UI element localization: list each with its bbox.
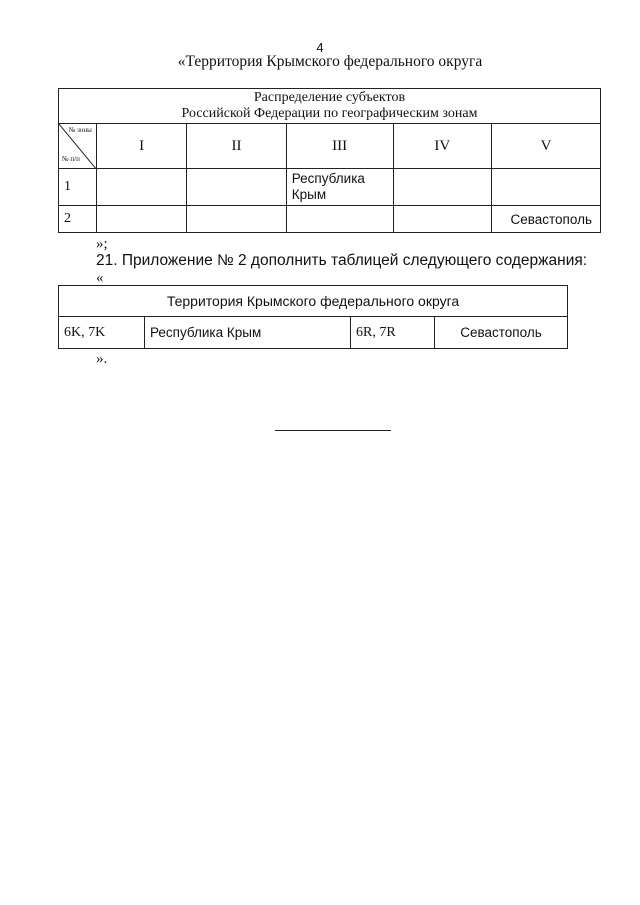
codes-table xyxy=(58,285,568,349)
zones-table-header xyxy=(59,89,601,124)
zone-numbers-row xyxy=(59,124,601,169)
page-number: 4 xyxy=(316,40,324,55)
table-cell-region: Республика Крым xyxy=(286,169,393,206)
region-cell: Севастополь xyxy=(435,317,568,349)
table-cell xyxy=(187,206,286,233)
section-title: «Территория Крымского федерального округа xyxy=(177,53,483,70)
codes-table-title: Территория Крымского федерального округа xyxy=(59,286,568,317)
zone-header-3: III xyxy=(286,124,393,169)
table-cell xyxy=(393,206,491,233)
zones-table-header-row xyxy=(59,89,601,124)
row-number: 2 xyxy=(59,206,97,233)
paragraph-21: 21. Приложение № 2 дополнить таблицей следующего содержания: xyxy=(96,252,588,269)
diagonal-corner-cell xyxy=(59,124,97,169)
closing-quote: ». xyxy=(96,351,108,367)
zone-header-1: I xyxy=(96,124,186,169)
table-row xyxy=(59,317,568,349)
closing-quote: »; xyxy=(96,236,108,252)
end-separator-line xyxy=(275,430,391,431)
table-cell-region: Севастополь xyxy=(492,206,601,233)
code-cell: 6R, 7R xyxy=(351,317,435,349)
table-row xyxy=(59,206,601,233)
region-cell: Республика Крым xyxy=(145,317,351,349)
header-line-1: Распределение субъектов xyxy=(253,90,406,105)
zones-table xyxy=(58,88,601,233)
header-line-2: Российской Федерации по географическим зонам xyxy=(181,106,478,121)
code-cell: 6K, 7K xyxy=(59,317,145,349)
table-cell xyxy=(96,206,186,233)
corner-bottom-label: № п/п xyxy=(62,155,80,163)
codes-table-title-row xyxy=(59,286,568,317)
table-row xyxy=(59,169,601,206)
opening-quote: « xyxy=(96,270,104,286)
row-number: 1 xyxy=(59,169,97,206)
table-cell xyxy=(286,206,393,233)
corner-top-label: № зоны xyxy=(68,126,92,134)
zone-header-4: IV xyxy=(393,124,491,169)
table-cell xyxy=(492,169,601,206)
table-cell xyxy=(393,169,491,206)
table-cell xyxy=(187,169,286,206)
zone-header-2: II xyxy=(187,124,286,169)
table-cell xyxy=(96,169,186,206)
zone-header-5: V xyxy=(492,124,601,169)
